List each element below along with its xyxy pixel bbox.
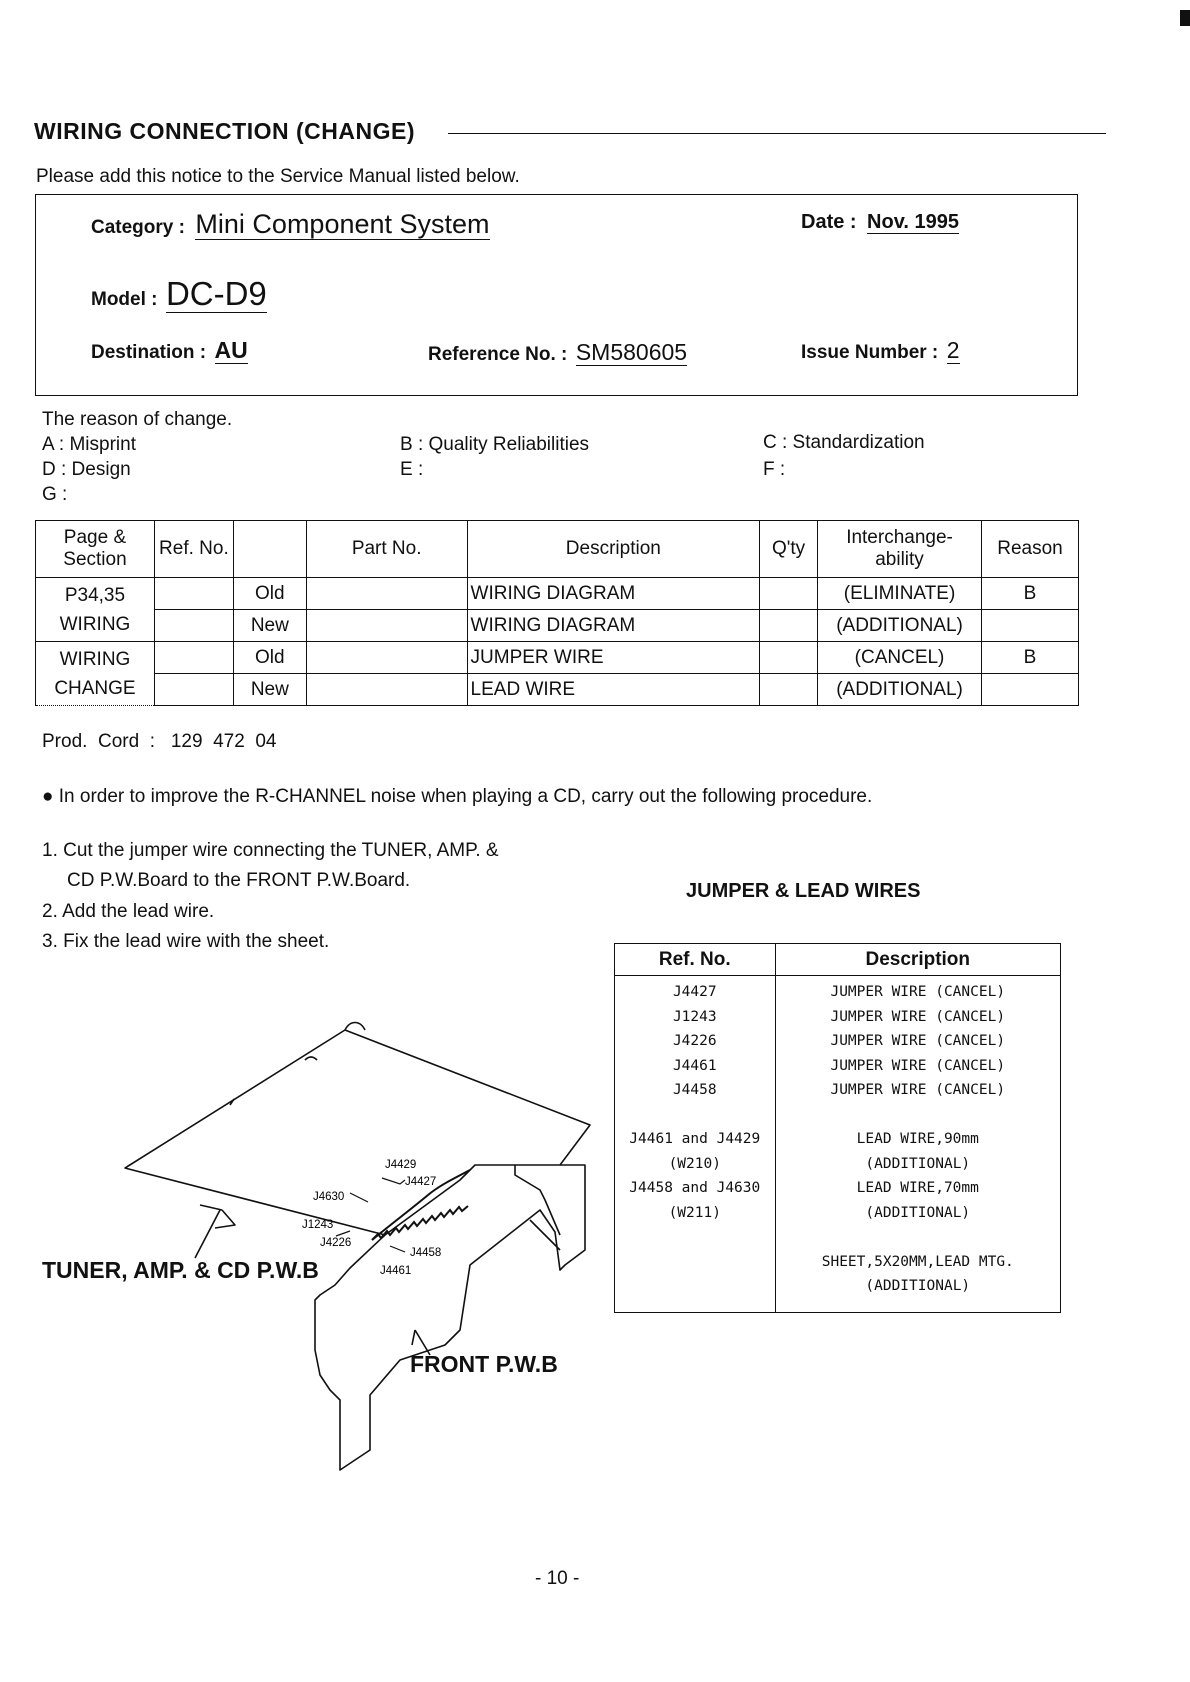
ref-line: J4226 [672,1033,717,1049]
reference-value: SM580605 [575,339,688,365]
col-header: Part No. [306,521,467,578]
reason-item: A : Misprint [42,434,136,455]
date-label: Date : [801,211,857,233]
ref-line: J1243 [672,1008,717,1025]
issue-value: 2 [946,337,960,363]
interchange-cell: (ADDITIONAL) [818,610,982,642]
col-header: Ref. No. [154,521,233,578]
ref-line: J4461 and J4429 [629,1131,761,1147]
interchange-cell: (ADDITIONAL) [818,674,982,706]
section-line: CHANGE [54,677,136,699]
jack-label-j4429: J4429 [385,1159,417,1171]
col-header: Q'ty [760,521,818,578]
description-cell: JUMPER WIRE [467,642,760,674]
reason-title: The reason of change. [42,409,233,430]
col-header: Page & Section [36,521,155,578]
jack-label-j4461: J4461 [380,1265,412,1277]
ref-line: J4427 [672,984,717,1000]
interchange-cell: (CANCEL) [818,642,982,674]
reason-item: B : Quality Reliabilities [400,434,590,455]
reason-cell: B [982,578,1079,610]
issue-label: Issue Number : [801,342,939,363]
state-cell: Old [233,578,306,610]
description-cell: WIRING DIAGRAM [467,578,760,610]
col-header: Interchange-ability [818,521,982,578]
interchange-cell: (ELIMINATE) [818,578,982,610]
desc-line: JUMPER WIRE (CANCEL) [830,984,1006,1000]
jack-label-j4458: J4458 [410,1247,442,1259]
step-item: CD P.W.Board to the FRONT P.W.Board. [67,870,411,891]
bullet-text: In order to improve the R-CHANNEL noise when playing a CD, carry out the following procedure. [58,786,873,807]
destination-value: AU [214,337,248,363]
section-line: P34,35 [64,584,126,606]
jumper-table-title: JUMPER & LEAD WIRES [686,880,921,902]
desc-line: JUMPER WIRE (CANCEL) [830,1008,1006,1025]
jack-label-j4427: J4427 [405,1176,437,1188]
desc-line: SHEET,5X20MM,LEAD MTG. [821,1253,1014,1270]
prod-cord: Prod. Cord : 129 472 04 [42,731,277,752]
ref-line: J4458 and J4630 [629,1180,761,1196]
col-header: Ref. No. [615,944,776,976]
tuner-board-label: TUNER, AMP. & CD P.W.B [42,1257,319,1283]
tuner-board-outline [125,1030,590,1235]
col-header: Description [467,521,760,578]
reason-item: C : Standardization [763,432,925,453]
state-cell: New [233,610,306,642]
reason-item: F : [763,459,786,480]
reference-label: Reference No. : [428,344,568,365]
col-header: Description [775,944,1060,976]
state-cell: New [233,674,306,706]
jack-label-j4630: J4630 [313,1191,345,1203]
desc-line: (ADDITIONAL) [865,1155,971,1172]
jack-label-j1243: J1243 [302,1219,334,1231]
jack-label-j4226: J4226 [320,1237,352,1249]
desc-line: JUMPER WIRE (CANCEL) [830,1057,1006,1074]
category-label: Category : [91,217,185,238]
desc-line: JUMPER WIRE (CANCEL) [830,1033,1006,1049]
page-title: WIRING CONNECTION (CHANGE) [34,118,415,144]
reason-item: D : Design [42,459,131,480]
col-header: Reason [982,521,1079,578]
desc-line: LEAD WIRE,90mm [856,1131,979,1147]
section-line: WIRING [59,613,131,635]
step-item: 3. Fix the lead wire with the sheet. [42,931,330,952]
desc-line: LEAD WIRE,70mm [856,1180,979,1196]
page-number: - 10 - [535,1568,580,1589]
state-cell: Old [233,642,306,674]
step-item: 2. Add the lead wire. [42,901,215,922]
destination-label: Destination : [91,342,207,363]
bullet-icon: ● [42,786,54,807]
reason-cell: B [982,642,1079,674]
ref-line: (W210) [668,1155,721,1172]
reason-item: G : [42,484,68,505]
desc-line: JUMPER WIRE (CANCEL) [830,1082,1006,1098]
ref-line: J4461 [672,1057,717,1074]
category-value: Mini Component System [195,209,490,239]
description-cell: LEAD WIRE [467,674,760,706]
section-line: WIRING [59,648,131,670]
front-board-label: FRONT P.W.B [410,1351,558,1377]
ref-line: (W211) [668,1204,721,1221]
date-value: Nov. 1995 [867,211,959,233]
reason-item: E : [400,459,424,480]
step-item: 1. Cut the jumper wire connecting the TUNER, AMP. & [42,840,499,861]
tuner-leader [195,1210,220,1258]
desc-line: (ADDITIONAL) [865,1278,971,1294]
notice-text: Please add this notice to the Service Manual listed below. [36,166,520,187]
desc-line: (ADDITIONAL) [865,1204,971,1221]
ref-line: J4458 [672,1082,717,1098]
model-value: DC-D9 [165,275,267,312]
description-cell: WIRING DIAGRAM [467,610,760,642]
model-label: Model : [91,289,158,310]
